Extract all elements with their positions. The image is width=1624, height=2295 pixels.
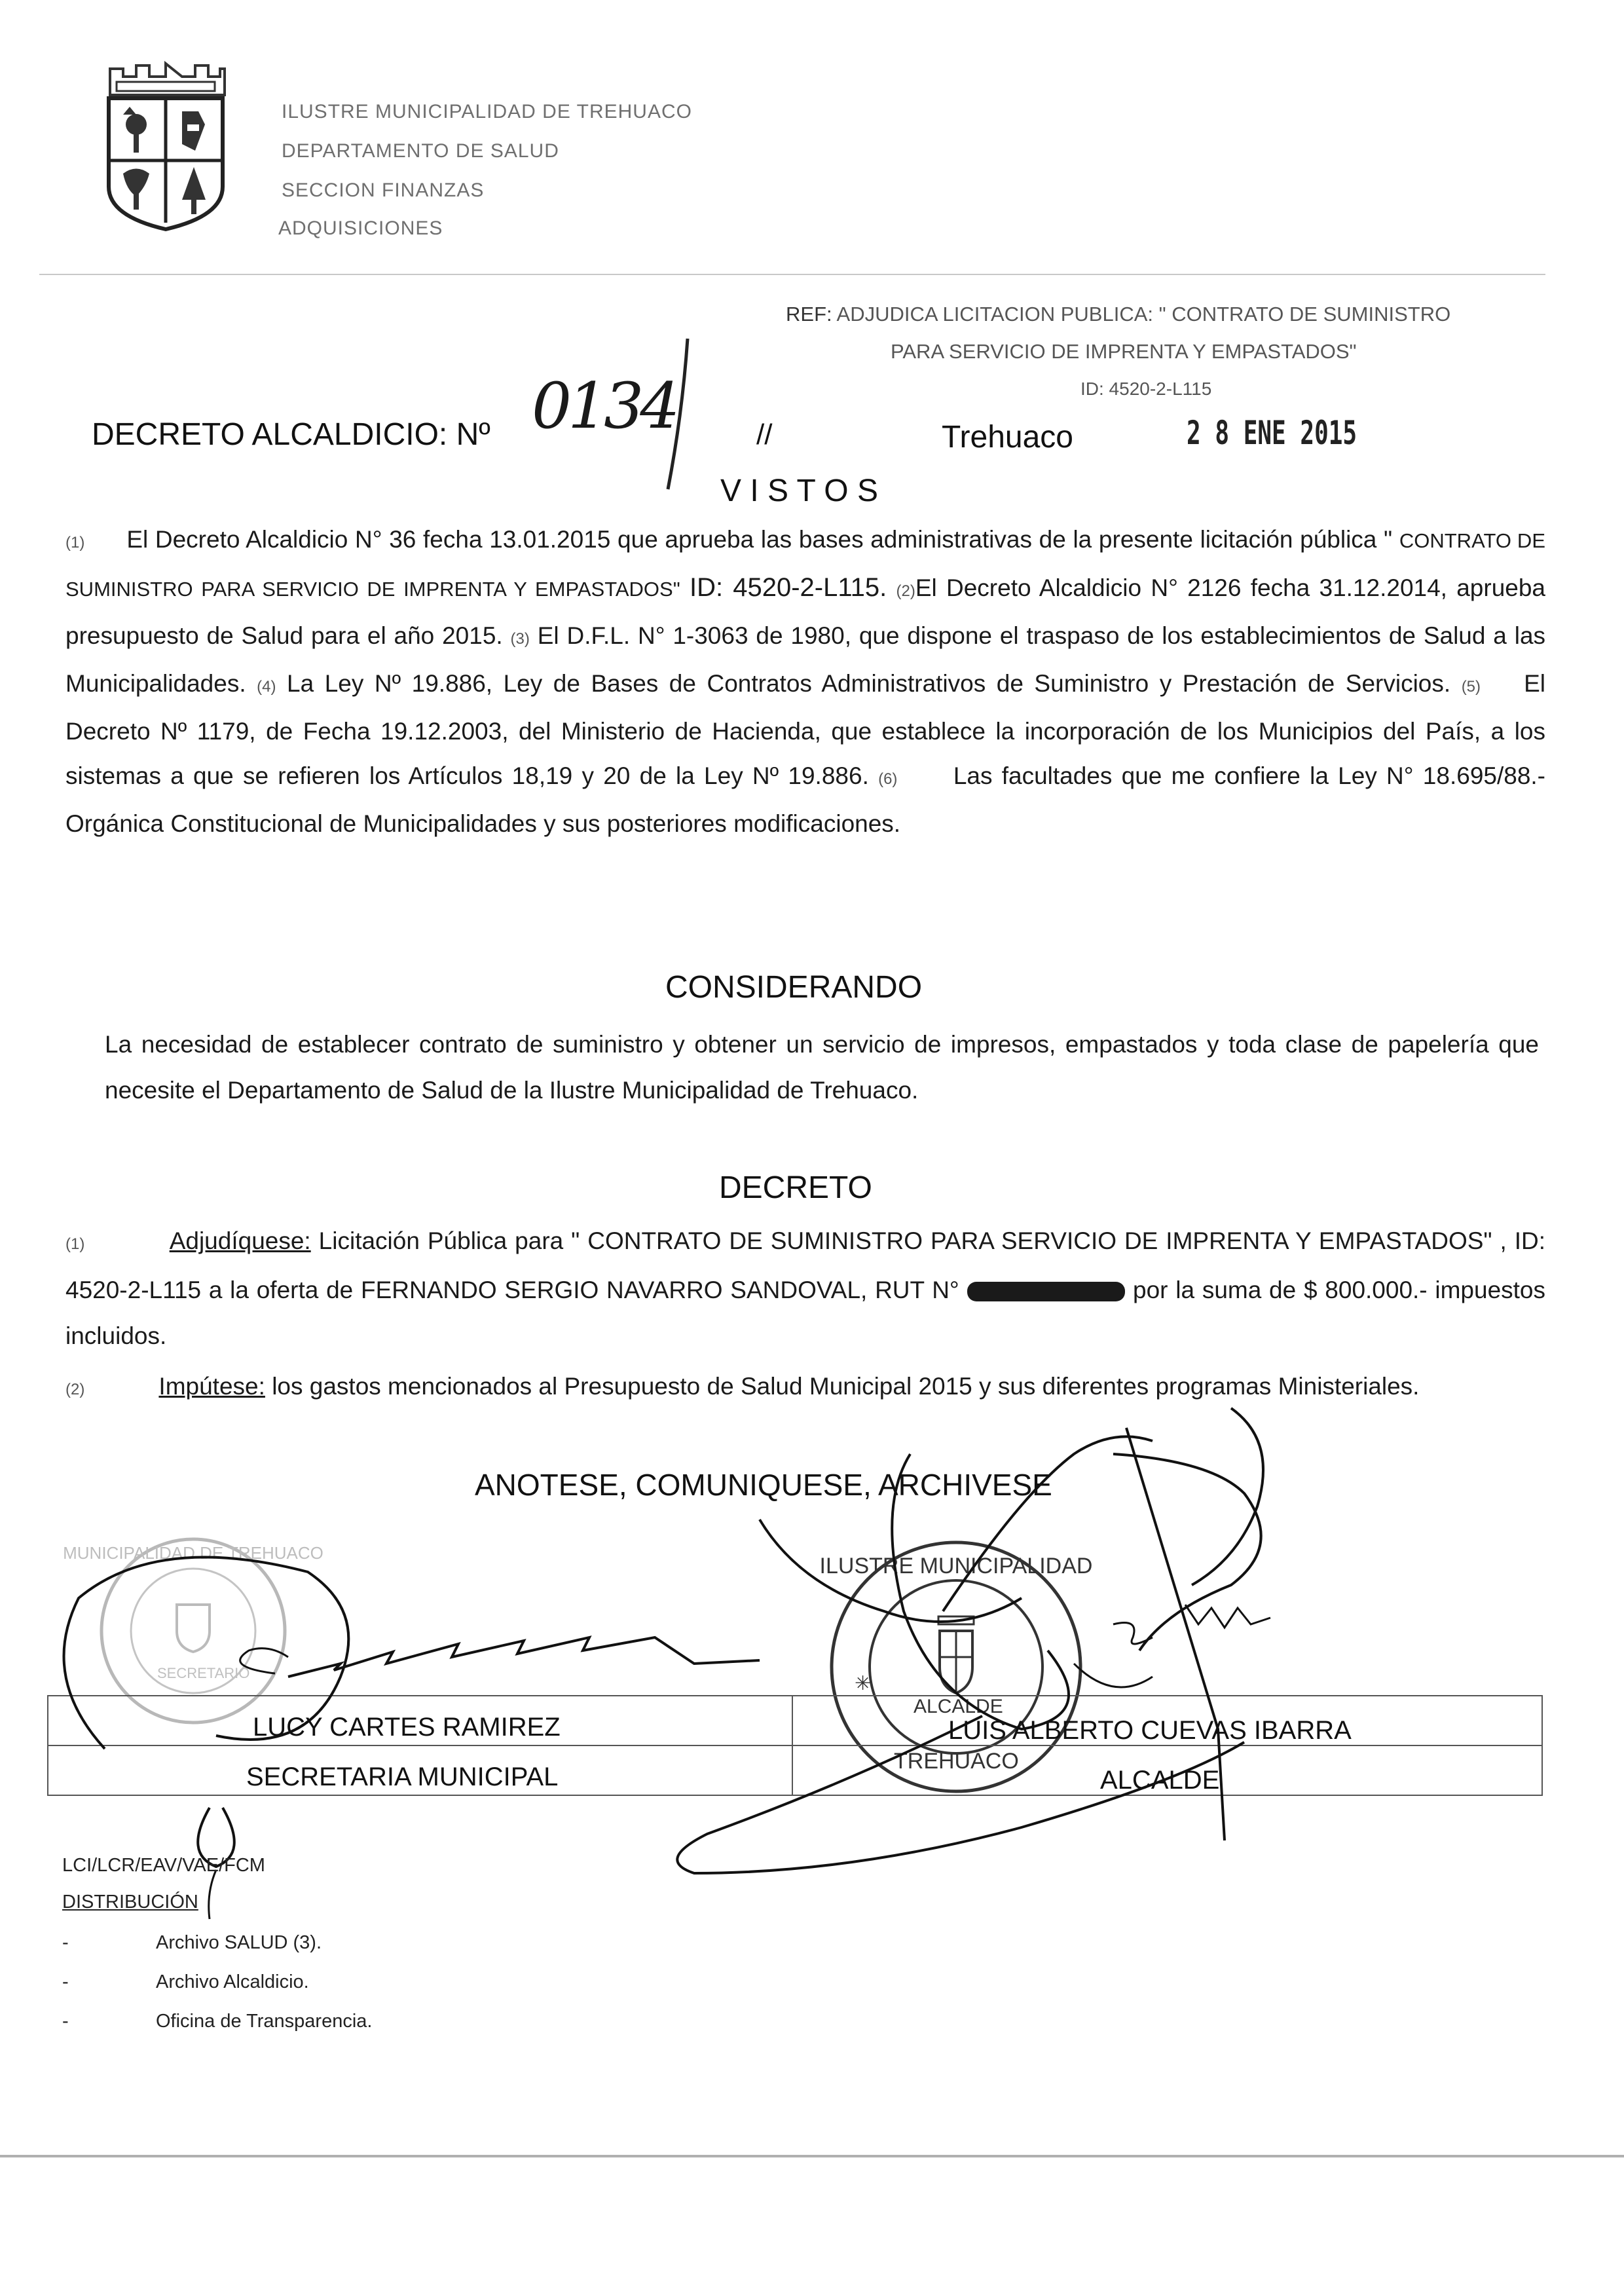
- distribution-dash-2: -: [62, 1971, 69, 1992]
- distribution-dash-1: -: [62, 1932, 69, 1953]
- vistos-text-6: Las facultades que me confiere la Ley N° 18.695/88.- Orgánica Constitucional de Municipalidades y sus posteriores modificaciones.: [65, 762, 1546, 837]
- header-unit: ADQUISICIONES: [278, 217, 443, 239]
- vistos-num-2: (2): [896, 582, 915, 600]
- distribution-dash-3: -: [62, 2011, 69, 2032]
- distribution-item-3: Oficina de Transparencia.: [156, 2011, 373, 2032]
- svg-text:TREHUACO: TREHUACO: [894, 1749, 1019, 1774]
- ref-line-2: PARA SERVICIO DE IMPRENTA Y EMPASTADOS": [891, 340, 1357, 363]
- vistos-num-1: (1): [65, 534, 85, 551]
- secretary-title: SECRETARIA MUNICIPAL: [246, 1763, 559, 1791]
- header-section: SECCION FINANZAS: [282, 179, 485, 201]
- header-divider: [39, 274, 1545, 275]
- signature-table-row-divider: [48, 1745, 1541, 1746]
- distribution-item-1: Archivo SALUD (3).: [156, 1932, 322, 1953]
- decreto-paragraph-1: [65, 1218, 1545, 1359]
- distribution-item-2: Archivo Alcaldicio.: [156, 1971, 309, 1992]
- decreto-text-2: los gastos mencionados al Presupuesto de Salud Municipal 2015 y sus diferentes programas Ministeriales.: [272, 1373, 1420, 1400]
- decreto-paragraph-2: [65, 1364, 1545, 1413]
- municipal-coat-of-arms-logo: [103, 62, 228, 233]
- vistos-text-4: La Ley Nº 19.886, Ley de Bases de Contratos Administrativos de Suministro y Prestación de Servicios.: [287, 670, 1451, 697]
- decree-separator: //: [756, 419, 773, 451]
- vistos-text-2: El Decreto Alcaldicio N° 2126 fecha 31.12.2014, aprueba presupuesto de Salud para el año 2015.: [65, 574, 1546, 649]
- ref-id: ID: 4520-2-L115: [1080, 379, 1212, 399]
- vistos-text-5: El Decreto Nº 1179, de Fecha 19.12.2003, del Ministerio de Hacienda, que establece la incorporación de los Municipios del País, a los sistemas a que se refieren los Artículos 18,19 y 20 de la Ley Nº 19.886.: [65, 670, 1546, 789]
- section-considerando-title: CONSIDERANDO: [665, 970, 923, 1005]
- decree-number-slash: [655, 335, 694, 493]
- page-bottom-edge: [0, 2155, 1624, 2157]
- vistos-text-1a: El Decreto Alcaldicio N° 36 fecha 13.01.2015 que aprueba las bases administrativas de la presente licitación pública ": [126, 526, 1393, 553]
- svg-text:ALCALDE: ALCALDE: [913, 1696, 1003, 1717]
- vistos-paragraph: [65, 517, 1545, 846]
- svg-text:✳: ✳: [855, 1673, 872, 1694]
- decree-label: DECRETO ALCALDICIO: Nº: [92, 417, 490, 452]
- decreto-text-1a: Licitación Pública para " CONTRATO DE SUMINISTRO PARA SERVICIO DE IMPRENTA Y EMPASTADOS" , ID: 4520-2-L115 a la oferta de FERNANDO SERGIO NAVARRO SANDOVAL, RUT N°: [65, 1227, 1545, 1303]
- mayor-name: LUIS ALBERTO CUEVAS IBARRA: [948, 1716, 1352, 1745]
- vistos-text-1c: ID: 4520-2-L115.: [690, 573, 887, 602]
- vistos-text-3: El D.F.L. N° 1-3063 de 1980, que dispone el traspaso de los establecimientos de Salud a las Municipalidades.: [65, 622, 1546, 697]
- distribution-title: DISTRIBUCIÓN: [62, 1892, 198, 1912]
- vistos-num-5: (5): [1461, 678, 1481, 696]
- svg-text:MUNICIPALIDAD DE TREHUACO: MUNICIPALIDAD DE TREHUACO: [63, 1543, 323, 1563]
- decreto-num-1: (1): [65, 1235, 85, 1253]
- mayor-title: ALCALDE: [1100, 1766, 1220, 1795]
- secretary-name: LUCY CARTES RAMIREZ: [253, 1713, 561, 1742]
- vistos-text-1b: CONTRATO DE SUMINISTRO PARA SERVICIO DE IMPRENTA Y EMPASTADOS": [65, 529, 1545, 601]
- decreto-num-2: (2): [65, 1381, 85, 1398]
- ref-line-1: [786, 304, 1450, 324]
- svg-text:SECRETARIO: SECRETARIO: [157, 1665, 250, 1681]
- decree-number-handwritten: 0134: [532, 369, 676, 443]
- decree-place: Trehuaco: [942, 420, 1073, 455]
- section-vistos-title: V I S T O S: [720, 474, 878, 508]
- ref-prefix: REF:: [786, 303, 832, 326]
- redacted-rut-continued: [1086, 1282, 1125, 1301]
- redacted-rut: [967, 1282, 1105, 1301]
- considerando-text: La necesidad de establecer contrato de suministro y obtener un servicio de impresos, empastados y toda clase de papelería que necesite el Departamento de Salud de la Ilustre Municipalidad de Trehuaco.: [105, 1031, 1539, 1104]
- header-department: DEPARTAMENTO DE SALUD: [282, 140, 559, 162]
- imputese-label: Impútese:: [158, 1373, 265, 1400]
- svg-text:ILUSTRE MUNICIPALIDAD: ILUSTRE MUNICIPALIDAD: [819, 1554, 1093, 1578]
- vistos-num-6: (6): [878, 770, 898, 788]
- closing-formula: ANOTESE, COMUNIQUESE, ARCHIVESE: [475, 1468, 1052, 1502]
- adjudiquese-label: Adjudíquese:: [169, 1227, 311, 1254]
- vistos-num-4: (4): [257, 678, 276, 696]
- ref-subject-1: ADJUDICA LICITACION PUBLICA: " CONTRATO DE SUMINISTRO: [836, 303, 1451, 326]
- date-stamp: 2 8 ENE 2015: [1187, 414, 1357, 452]
- decreto-text-1b: por la suma de $ 800.000.- impuestos incluidos.: [65, 1277, 1546, 1349]
- initials: LCI/LCR/EAV/VAE/FCM: [62, 1855, 265, 1876]
- header-municipality: ILUSTRE MUNICIPALIDAD DE TREHUACO: [282, 101, 692, 122]
- vistos-num-3: (3): [510, 630, 530, 648]
- section-decreto-title: DECRETO: [719, 1170, 872, 1205]
